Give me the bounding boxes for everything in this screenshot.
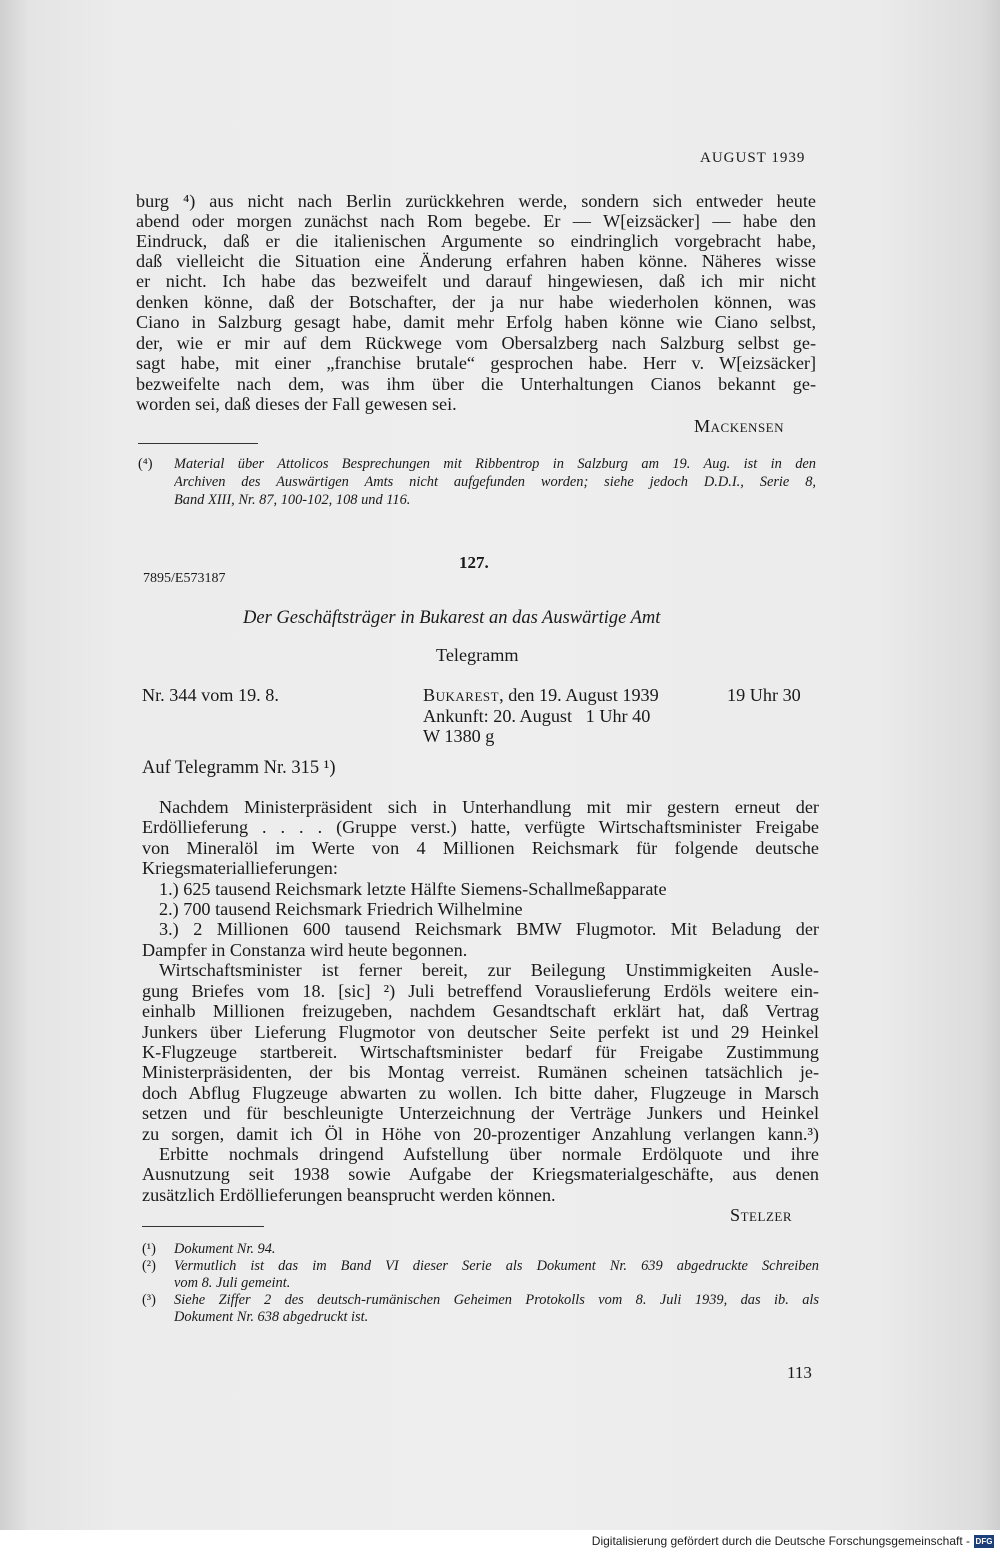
text-line: gung Briefes vom 18. [sic] ²) Juli betreffend Vorauslieferung Erdöls weitere ein- — [142, 981, 819, 1001]
text-line: zu sorgen, damit ich Öl in Höhe von 20-prozentiger Anzahlung verlangen kann.³) — [142, 1124, 819, 1144]
footnote-marker: (⁴) — [138, 456, 153, 472]
film-reference: 7895/E573187 — [143, 571, 226, 586]
text-line: zusätzlich Erdöllieferungen beansprucht werden können. — [142, 1185, 556, 1205]
text-line: Wirtschaftsminister ist ferner bereit, zur Beilegung Unstimmigkeiten Ausle- — [159, 960, 819, 980]
text-line: Erdöllieferung . . . . (Gruppe verst.) hatte, verfügte Wirtschaftsminister Freigabe — [142, 817, 819, 837]
list-item: 3.) 2 Millionen 600 tausend Reichsmark BMW Flugmotor. Mit Beladung der — [159, 919, 819, 939]
text-line: von Mineralöl im Werte von 4 Millionen Reichsmark für folgende deutsche — [142, 838, 819, 858]
reply-reference: Auf Telegramm Nr. 315 ¹) — [142, 758, 336, 778]
dispatch-date: , den 19. August 1939 — [499, 685, 659, 705]
reference-code: W 1380 g — [423, 726, 495, 746]
running-head: AUGUST 1939 — [700, 150, 806, 166]
document-type: Telegramm — [436, 645, 519, 665]
dispatch-time: 19 Uhr 30 — [727, 685, 801, 705]
text-line: abend oder morgen zunächst nach Rom begebe. Er — W[eizsäcker] — habe den — [136, 211, 816, 231]
footnote-marker: (²) — [142, 1258, 156, 1274]
footnote-line: Archiven des Auswärtigen Amts nicht aufgefunden worden; siehe jedoch D.D.I., Serie 8, — [174, 474, 816, 490]
text-line: K-Flugzeuge startbereit. Wirtschaftsminister bedarf für Freigabe Zustimmung — [142, 1042, 819, 1062]
footnote-line: Dokument Nr. 94. — [174, 1241, 276, 1257]
text-line: er nicht. Ich habe das bezweifelt und darauf hingewiesen, daß ich mir nicht — [136, 271, 816, 291]
document-number: 127. — [459, 553, 489, 572]
text-line: setzen und für beschleunigte Unterzeichnung der Verträge Junkers und Heinkel — [142, 1103, 819, 1123]
text-line: bezweifelte nach dem, was ihm über die Unterhaltungen Cianos bekannt ge- — [136, 374, 816, 394]
text-line: Junkers über Lieferung Flugmotor von deutscher Seite perfekt ist und 29 Heinkel — [142, 1022, 819, 1042]
footnote-line: Material über Attolicos Besprechungen mit Ribbentrop in Salzburg am 19. Aug. ist in den — [174, 456, 816, 472]
telegram-number: Nr. 344 vom 19. 8. — [142, 685, 279, 705]
arrival-line: Ankunft: 20. August 1 Uhr 40 — [423, 706, 651, 726]
footnote-divider — [142, 1226, 264, 1227]
funding-credit: Digitalisierung gefördert durch die Deutsche Forschungsgemeinschaft - — [591, 1534, 970, 1548]
text-line: worden sei, daß dieses der Fall gewesen sei. — [136, 394, 457, 414]
text-line: denken könne, daß der Botschafter, der ja nur habe wiederholen können, was — [136, 292, 816, 312]
credit-bar — [0, 1530, 1000, 1554]
text-line: Eindruck, daß er die italienischen Argumente so eindringlich vorgebracht habe, — [136, 231, 816, 251]
footnote-marker: (³) — [142, 1292, 156, 1308]
list-item: 1.) 625 tausend Reichsmark letzte Hälfte Siemens-Schallmeßapparate — [159, 879, 667, 899]
footnote-line: Vermutlich ist das im Band VI dieser Serie als Dokument Nr. 639 abgedruckte Schreiben — [174, 1258, 819, 1274]
document-title: Der Geschäftsträger in Bukarest an das Auswärtige Amt — [243, 608, 661, 628]
signature-mackensen: Mackensen — [694, 416, 785, 436]
text-line: Ciano in Salzburg gesagt habe, damit mehr Erfolg haben könne wie Ciano selbst, — [136, 312, 816, 332]
text-line: Kriegsmateriallieferungen: — [142, 858, 338, 878]
signature-stelzer: Stelzer — [730, 1205, 792, 1225]
list-item: 2.) 700 tausend Reichsmark Friedrich Wilhelmine — [159, 899, 523, 919]
text-line: burg ⁴) aus nicht nach Berlin zurückkehren werde, sondern sich entweder heute — [136, 191, 816, 211]
text-line: Ausnutzung seit 1938 sowie Aufgabe der Kriegsmaterialgeschäfte, aus denen — [142, 1164, 819, 1184]
text-line: daß vielleicht die Situation eine Änderung erfahren haben könne. Näheres wisse — [136, 251, 816, 271]
footnote-marker: (¹) — [142, 1241, 156, 1257]
footnote-divider — [138, 443, 258, 444]
footnote-line: Dokument Nr. 638 abgedruckt ist. — [174, 1309, 369, 1325]
text-line: Dampfer in Constanza wird heute begonnen. — [142, 940, 468, 960]
dispatch-line — [423, 685, 659, 705]
text-line: sagt habe, mit einer „franchise brutale“ gesprochen habe. Herr v. W[eizsäcker] — [136, 353, 816, 373]
place-name: Bukarest — [423, 685, 500, 705]
footnote-line: vom 8. Juli gemeint. — [174, 1275, 291, 1291]
dfg-logo-icon: DFG — [975, 1537, 993, 1546]
text-line: doch Abflug Flugzeuge abwarten zu wollen. Ich bitte daher, Flugzeuge in Marsch — [142, 1083, 819, 1103]
footnote-line: Band XIII, Nr. 87, 100-102, 108 und 116. — [174, 492, 411, 508]
page-number: 113 — [787, 1363, 812, 1382]
text-line: der, wie er mir auf dem Rückwege vom Obersalzberg nach Salzburg selbst ge- — [136, 333, 816, 353]
text-line: Ministerpräsidenten, der bis Montag verreist. Rumänen scheinen tatsächlich je- — [142, 1062, 819, 1082]
text-line: einhalb Millionen freizugeben, nachdem Gesandtschaft erklärt hat, daß Vertrag — [142, 1001, 819, 1021]
text-line: Nachdem Ministerpräsident sich in Unterhandlung mit mir gestern erneut der — [159, 797, 819, 817]
footnote-line: Siehe Ziffer 2 des deutsch-rumänischen Geheimen Protokolls vom 8. Juli 1939, das ib. als — [174, 1292, 819, 1308]
text-line: Erbitte nochmals dringend Aufstellung über normale Erdölquote und ihre — [159, 1144, 819, 1164]
